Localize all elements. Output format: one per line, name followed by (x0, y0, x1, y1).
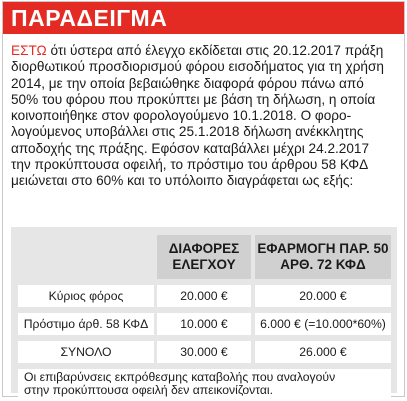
text-line-4: 50% του φόρου που προκύπτει με βάση τη δήλωση, η οποία (11, 91, 376, 107)
text-line-8: την προκύπτουσα οφειλή, το πρόστιμο του άρθρου 58 ΚΦΔ (11, 157, 369, 173)
column-header-applied-line-1: ΕΦΑΡΜΟΓΗ ΠΑΡ. 50 (257, 241, 389, 256)
column-header-applied-par50 (255, 235, 391, 279)
audit-value: 10.000 € (157, 313, 251, 335)
table-row (11, 285, 397, 307)
applied-value: 20.000 € (255, 285, 391, 307)
applied-value: 26.000 € (255, 341, 391, 363)
table-footnote (18, 369, 391, 401)
audit-value: 20.000 € (157, 285, 251, 307)
table-row-total (11, 341, 397, 363)
comparison-table (11, 227, 397, 397)
audit-value: 30.000 € (157, 341, 251, 363)
example-box (2, 1, 405, 397)
text-line-3: 2014, με την οποία βεβαιώθηκε διαφορά φόρου πάνω από (11, 75, 364, 91)
column-header-applied-line-2: ΑΡΘ. 72 ΚΦΔ (280, 257, 366, 272)
example-text (11, 43, 395, 190)
header-title: ΠΑΡΑΔΕΙΓΜΑ (11, 5, 168, 31)
applied-value: 6.000 € (=10.000*60%) (255, 313, 391, 335)
text-line-2: διορθωτικού προσδιορισμού φόρου εισοδήματος για τη χρήση (11, 59, 384, 75)
column-header-audit-line-1: ΔΙΑΦΟΡΕΣ (168, 241, 240, 256)
text-line-5: κοινοποιήθηκε στον φορολογούμενο 10.1.2018. Ο φορο- (11, 108, 352, 124)
footnote-line-2: στην προκύπτουσα οφειλή δεν απεικονίζονται. (24, 383, 274, 397)
column-header-audit-differences (157, 235, 251, 279)
text-line-7: αποδοχής της πράξης. Εφόσον καταβάλλει μέχρι 24.2.2017 (11, 140, 370, 156)
column-header-audit-line-2: ΕΛΕΓΧΟΥ (172, 257, 236, 272)
text-line-9: μειώνεται στο 60% και το υπόλοιπο διαγράφεται ως εξής: (11, 173, 354, 189)
text-line-6: λογούμενος υποβάλλει στις 25.1.2018 δήλωση ανέκκλητης (11, 124, 364, 140)
text-line-1 (11, 43, 395, 59)
footnote-line-1: Οι επιβαρύνσεις εκπρόθεσμης καταβολής που αναλογούν (24, 370, 336, 384)
lead-word: ΕΣΤΩ (11, 43, 47, 58)
row-label: ΣΥΝΟΛΟ (18, 341, 154, 363)
table-row (11, 313, 397, 335)
row-label: Κύριος φόρος (18, 285, 154, 307)
row-label: Πρόστιμο άρθ. 58 ΚΦΔ (18, 313, 154, 335)
text-line-1-rest: ότι ύστερα από έλεγχο εκδίδεται στις 20.12.2017 πράξη (46, 43, 384, 58)
header-banner (3, 2, 404, 34)
